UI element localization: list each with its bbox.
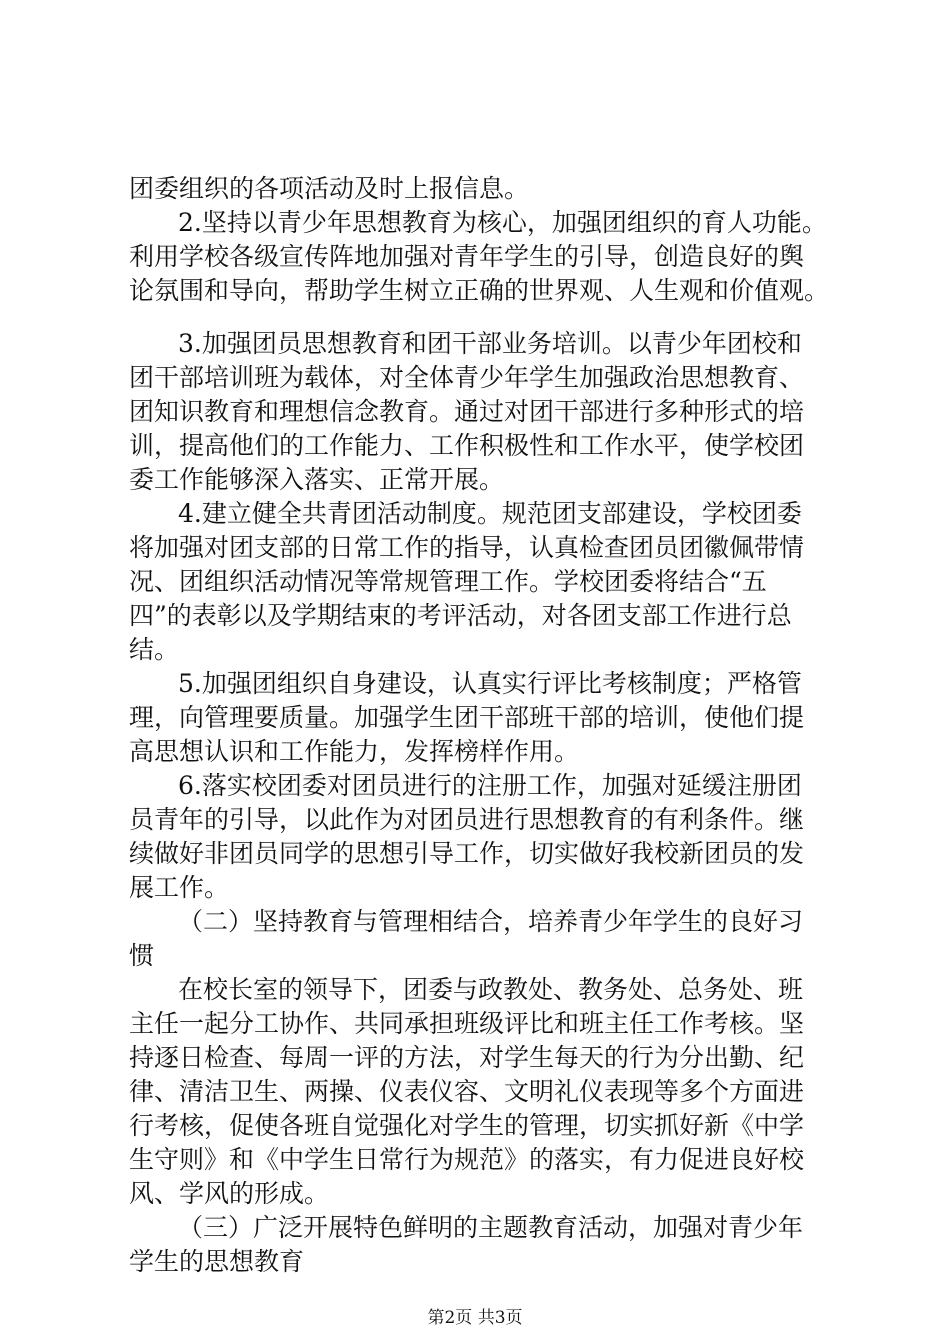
text-line: 展工作。	[129, 873, 230, 902]
text-line: 委工作能够深入落实、正常开展。	[129, 465, 505, 494]
text-line: 2.坚持以青少年思想教育为核心，加强团组织的育人功能。	[178, 208, 827, 237]
text-line: 结。	[129, 635, 180, 664]
text-line: 生守则》和《中学生日常行为规范》的落实，有力促进良好校	[129, 1145, 805, 1174]
section-heading: 学生的思想教育	[129, 1247, 305, 1276]
text-line: 训，提高他们的工作能力、工作积极性和工作水平，使学校团	[129, 431, 805, 460]
text-line: 律、清洁卫生、两操、仪表仪容、文明礼仪表现等多个方面进	[129, 1077, 805, 1106]
text-line: 6.落实校团委对团员进行的注册工作，加强对延缓注册团	[178, 771, 802, 800]
text-line: 团知识教育和理想信念教育。通过对团干部进行多种形式的培	[129, 397, 805, 426]
text-line: 四”的表彰以及学期结束的考评活动，对各团支部工作进行总	[129, 601, 792, 630]
text-line: 风、学风的形成。	[129, 1179, 330, 1208]
text-line: 团委组织的各项活动及时上报信息。	[129, 174, 530, 203]
text-line: 况、团组织活动情况等常规管理工作。学校团委将结合“五	[129, 567, 767, 596]
text-line: 主任一起分工协作、共同承担班级评比和班主任工作考核。坚	[129, 1009, 805, 1038]
text-line: 续做好非团员同学的思想引导工作，切实做好我校新团员的发	[129, 839, 805, 868]
text-line: 3.加强团员思想教育和团干部业务培训。以青少年团校和	[178, 329, 802, 358]
text-line: 5.加强团组织自身建设，认真实行评比考核制度；严格管	[178, 669, 802, 698]
text-line: 在校长室的领导下，团委与政教处、教务处、总务处、班	[178, 975, 804, 1004]
text-line: 团干部培训班为载体，对全体青少年学生加强政治思想教育、	[129, 363, 805, 392]
text-line: 持逐日检查、每周一评的方法，对学生每天的行为分出勤、纪	[129, 1043, 805, 1072]
text-line: 论氛围和导向，帮助学生树立正确的世界观、人生观和价值观。	[129, 276, 830, 305]
text-line: 高思想认识和工作能力，发挥榜样作用。	[129, 737, 580, 766]
text-line: 行考核，促使各班自觉强化对学生的管理，切实抓好新《中学	[129, 1111, 805, 1140]
page-number: 第2页 共3页	[427, 1308, 523, 1328]
section-heading: （三）广泛开展特色鲜明的主题教育活动，加强对青少年	[178, 1213, 804, 1242]
text-line: 4.建立健全共青团活动制度。规范团支部建设，学校团委	[178, 499, 802, 528]
text-line: 将加强对团支部的日常工作的指导，认真检查团员团徽佩带情	[129, 533, 805, 562]
text-line: 员青年的引导，以此作为对团员进行思想教育的有利条件。继	[129, 805, 805, 834]
section-heading: （二）坚持教育与管理相结合，培养青少年学生的良好习	[178, 907, 804, 936]
section-heading: 惯	[129, 941, 155, 970]
text-line: 理，向管理要质量。加强学生团干部班干部的培训，使他们提	[129, 703, 805, 732]
text-line: 利用学校各级宣传阵地加强对青年学生的引导，创造良好的舆	[129, 242, 805, 271]
